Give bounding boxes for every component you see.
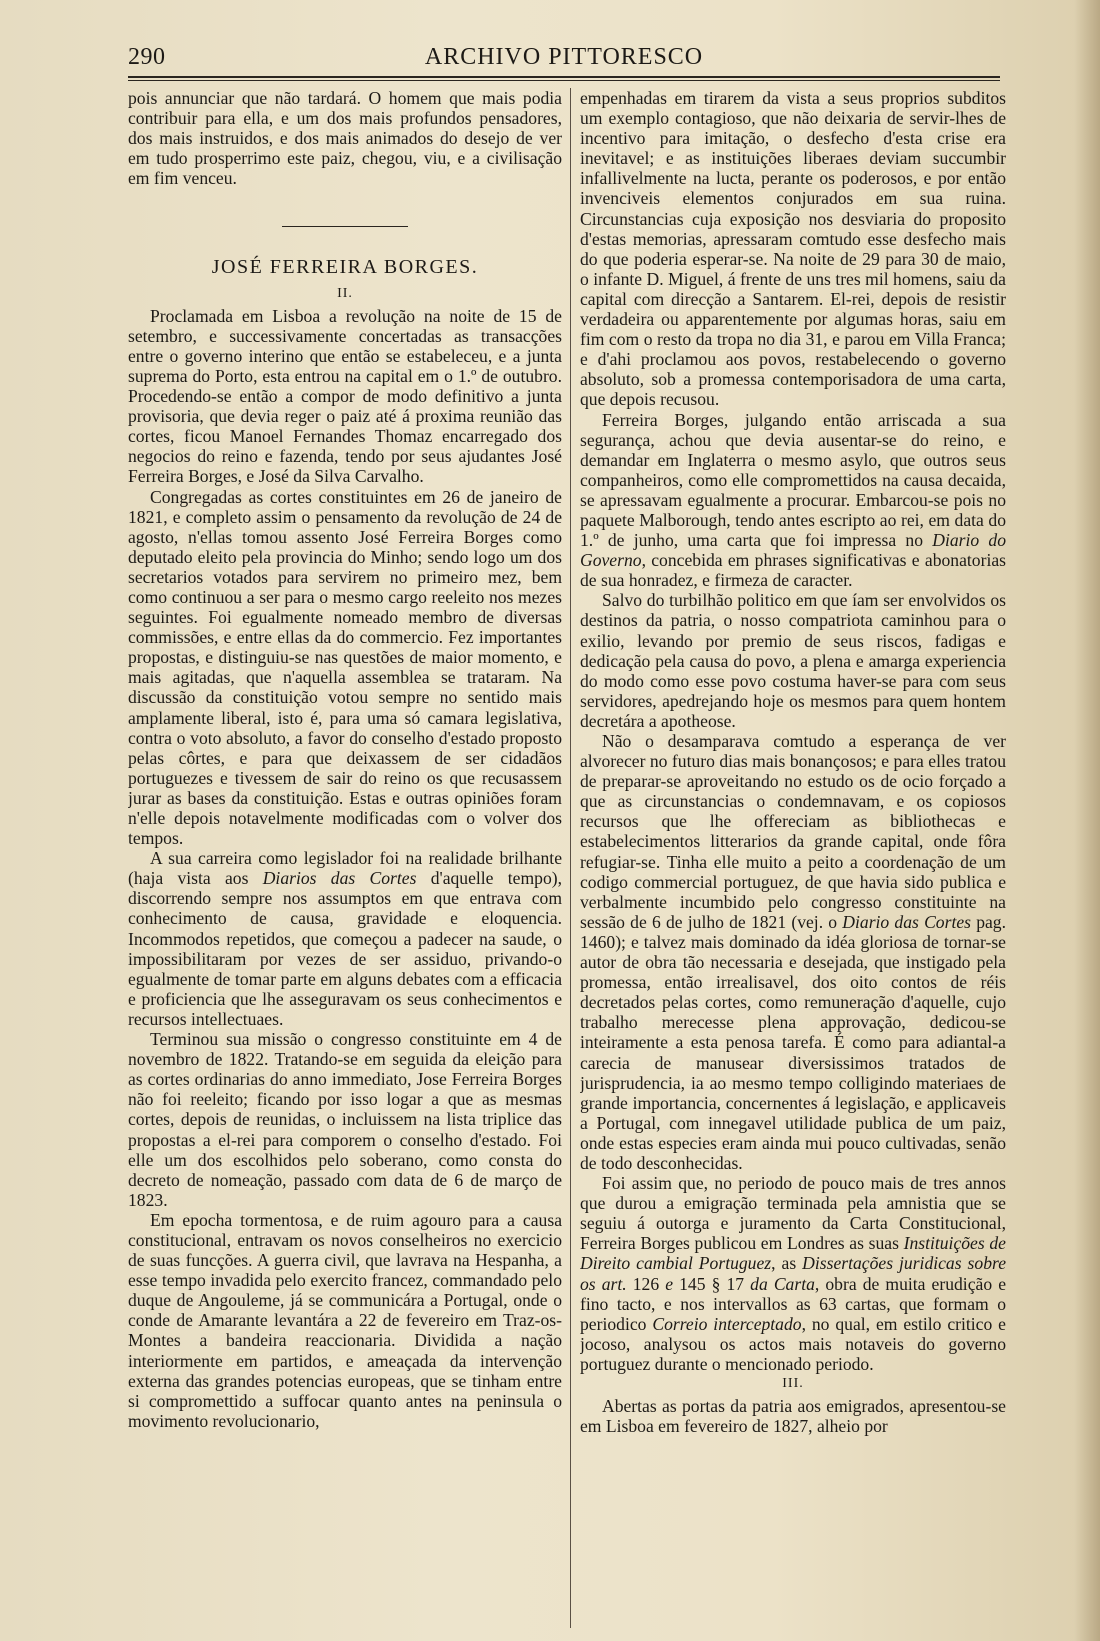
text-run: , as: [771, 1253, 803, 1274]
italic-title: Correio interceptado: [652, 1313, 802, 1334]
intro-paragraph: pois annunciar que não tardará. O homem que mais podia contribuir para ella, e um dos mais profundos pensadores, dos mais instruidos, e dos mais animados do desejo de ver em tudo prosperrimo este paiz, chegou, viu, e a civilisação em fim venceu.: [128, 88, 562, 189]
italic-title: Dissertações juridicas sobre os art.: [580, 1253, 1006, 1294]
paragraph: Salvo do turbilhão politico em que íam ser envolvidos os destinos da patria, o nosso compatriota caminhou para o exilio, levando por premio de seus riscos, fadigas e dedicação pela causa do povo, a plena e amarga experiencia do modo como esse povo costuma haver-se para com seus servidores, apedrejando hoje os mesmos para quem hontem decretára a apotheose.: [580, 590, 1006, 731]
paragraph-career: [128, 848, 562, 1029]
continuation-paragraph: empenhadas em tirarem da vista a seus proprios subditos um exemplo contagioso, que não deixaria de servir-lhes de incentivo para imitação, o desfecho d'esta crise era inevitavel; e as instituições liberaes deviam succumbir infallivelmente na lucta, perante os poderosos, e por então invenciveis elementos conjurados em sua ruina. Circunstancias cuja exposição nos desviaria do proposito d'estas memorias, apressaram comtudo esse desfecho mais do que poderia esperar-se. Na noite de 29 para 30 de maio, o infante D. Miguel, á frente de uns tres mil homens, saiu da capital com direcção a Santarem. El-rei, depois de resistir verdadeira ou apparentemente por algumas horas, saiu em fim com o resto da tropa no dia 31, e parou em Villa Franca; e d'ahi proclamou aos povos, restabelecendo o governo absoluto, sob a promessa contemporisadora de uma carta, que depois recusou.: [580, 88, 1006, 410]
running-title: ARCHIVO PITTORESCO: [424, 44, 704, 70]
text-run: pag. 1460); e talvez mais dominado da idéa gloriosa de tornar-se autor de obra tão necessaria e desejada, que instigado pela promessa, então irrealisavel, dos oito contos de réis decretados pelas cortes, como remuneração d'aquelle, cujo trabalho merecesse plena approvação, dedicou-se inteiramente a esta penosa tarefa. É como para adiantal-a carecia de manusear diversissimos tratados de jurisprudencia, ia ao mesmo tempo colligindo materiaes de grande importancia, concernentes á legislação, e applicaveis a Portugal, com innegavel utilidade publica de um paiz, onde estas especies eram ainda mui pouco cultivadas, senão de todo desconhecidas.: [580, 911, 1006, 1173]
text-run: 145 § 17: [673, 1273, 751, 1294]
text-run: A sua carreira como legislador foi na realidade brilhante (haja vista aos: [128, 848, 562, 889]
column-divider: [570, 88, 571, 1628]
page-edge-shadow: [1074, 0, 1100, 1641]
header-rule-thin: [128, 80, 1000, 81]
italic-text: e: [665, 1273, 674, 1294]
left-column: [128, 88, 562, 1628]
article-title: JOSÉ FERREIRA BORGES.: [211, 256, 479, 279]
italic-title: Diario do Governo: [580, 530, 1006, 571]
paragraph: Em epocha tormentosa, e de ruim agouro para a causa constitucional, entravam os novos conselheiros no exercicio de suas funcções. A guerra civil, que lavrava na Hespanha, a esse tempo invadida pelo exercito francez, commandado pelo duque de Angouleme, já se communicára a Portugal, onde o conde de Amarante levantára a 22 de fevereiro em Traz-os-Montes a bandeira reaccionaria. Dividida a nação interiormente em partidos, e ameaçada da intervenção externa das grandes potencias europeas, que se tinham entre si compromettido a suffocar quanto antes na peninsula o movimento revolucionario,: [128, 1209, 562, 1431]
article-separator: [282, 226, 408, 227]
right-column: [580, 88, 1006, 1628]
paragraph: Abertas as portas da patria aos emigrados, apresentou-se em Lisboa em fevereiro de 1827, alheio por: [580, 1396, 1006, 1437]
section-number: III.: [782, 1376, 804, 1391]
page-number: 290: [128, 44, 166, 70]
section-number: II.: [337, 285, 353, 301]
paragraph: Terminou sua missão o congresso constituinte em 4 de novembro de 1822. Tratando-se em seguida da eleição para as cortes ordinarias do anno immediato, Jose Ferreira Borges não foi reeleito; ficando por isso logar a que as mesmas cortes, depois de reunidas, o incluissem na lista triplice das propostas a el-rei para comporem o conselho d'estado. Foi elle um dos escolhidos pelo soberano, como consta do decreto de nomeação, passado com data de 6 de março de 1823.: [128, 1029, 562, 1210]
text-run: d'aquelle tempo), discorrendo sempre nos assumptos em que entrava com conhecimento de causa, gravidade e eloquencia. Incommodos repetidos, que começou a padecer na saude, o impossibilitaram por vezes de ser assiduo, privando-o egualmente de tomar parte em alguns debates com a efficacia e proficiencia que lhe asseguravam os seus conhecimentos e recursos intellectuaes.: [128, 868, 562, 1029]
italic-text: da Carta: [750, 1273, 815, 1294]
text-run: Ferreira Borges, julgando então arriscada a sua segurança, achou que devia ausentar-se do reino, e demandar em Inglaterra o mesmo asylo, que outros seus companheiros, como elle compromettidos na causa decaida, se apressavam egualmente a procurar. Embarcou-se pois no paquete Malborough, tendo antes escripto ao rei, em data do 1.º de junho, uma carta que foi impressa no: [580, 409, 1006, 551]
paragraph-publications: [580, 1173, 1006, 1374]
page-header: [128, 42, 1000, 76]
text-run: Foi assim que, no periodo de pouco mais de tres annos que durou a emigração terminada pela amnistia que se seguiu á outorga e juramento da Carta Constitucional, Ferreira Borges publicou em Londres as suas: [580, 1173, 1006, 1254]
paragraph-exile: [580, 410, 1006, 591]
italic-title: Instituições de Direito cambial Portuguez: [580, 1233, 1006, 1274]
italic-title: Diario das Cortes: [842, 911, 971, 932]
header-rule: [128, 76, 1000, 78]
text-run: , obra de muita erudição e fino tacto, e nos intervallos as 63 cartas, que formam o periodico: [580, 1273, 1006, 1334]
text-run: , concebida em phrases significativas e abonatorias de sua honradez, e firmeza de caracter.: [580, 550, 1006, 591]
text-run: 126: [626, 1273, 666, 1294]
paragraph-code: [580, 731, 1006, 1173]
italic-title: Diarios das Cortes: [262, 868, 417, 889]
text-run: , no qual, em estilo critico e jocoso, analysou os actos mais notaveis do governo portuguez durante o mencionado periodo.: [580, 1313, 1006, 1374]
text-run: Não o desamparava comtudo a esperança de ver alvorecer no futuro dias mais bonançosos; e para elles tratou de preparar-se aproveitando no estudo os de ocio forçado a que as circunstancias o condemnavam, e os copiosos recursos que lhe offereciam as bibliothecas e estabelecimentos litterarios da grande capital, onde fôra refugiar-se. Tinha elle muito a peito a coordenação de um codigo commercial portuguez, de que havia sido publica e verbalmente incumbido pelo congresso constituinte na sessão de 6 de julho de 1821 (vej. o: [580, 731, 1006, 932]
paragraph: Congregadas as cortes constituintes em 26 de janeiro de 1821, e completo assim o pensamento da revolução de 24 de agosto, n'ellas tomou assento José Ferreira Borges como deputado eleito pela provincia do Minho; sendo logo um dos secretarios votados para servirem no primeiro mez, bem como continuou a ser para o mesmo cargo reeleito nos mezes seguintes. Foi egualmente nomeado membro de diversas commissões, e entre ellas da do commercio. Fez importantes propostas, e distinguiu-se nas questões de maior momento, e mais agitadas, que n'aquella assemblea se trataram. Na discussão da constituição votou sempre no sentido mais amplamente liberal, isto é, para uma só camara legislativa, contra o voto absoluto, a favor do conselho d'estado proposto pelas côrtes, e para que deixassem de ser cidadãos portuguezes e tivessem de sair do reino os que recusassem jurar as bases da constituição. Estas e outras opiniões foram n'elle depois notavelmente modificadas com o volver dos tempos.: [128, 486, 562, 849]
paragraph: Proclamada em Lisboa a revolução na noite de 15 de setembro, e successivamente concertadas as transacções entre o governo interino que então se estabeleceu, e a junta suprema do Porto, esta entrou na capital em o 1.º de outubro. Procedendo-se então a compor de modo definitivo a junta provisoria, que devia reger o paiz até á proxima reunião das cortes, ficou Manoel Fernandes Thomaz encarregado dos negocios do reino e fazenda, tendo por seus ajudantes José Ferreira Borges, e José da Silva Carvalho.: [128, 305, 562, 487]
